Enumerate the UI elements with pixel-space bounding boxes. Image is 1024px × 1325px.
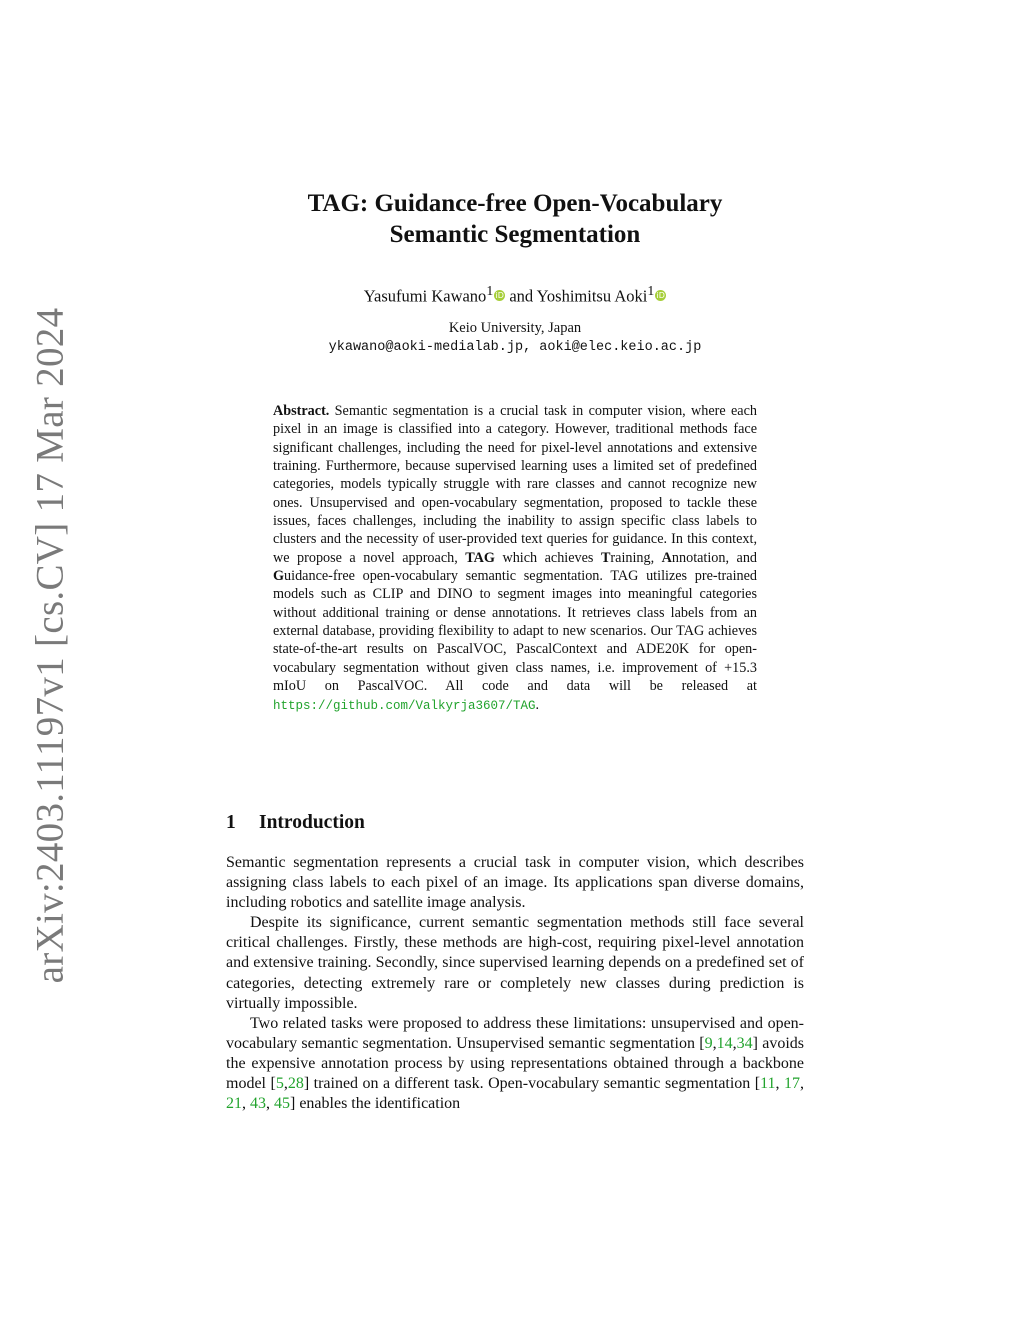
introduction-body (226, 853, 804, 1114)
affiliation: Keio University, Japan (448, 320, 582, 336)
author-emails: ykawano@aoki-medialab.jp, aoki@elec.keio.ac.jp (328, 340, 702, 355)
citation-link[interactable]: 45 (274, 1095, 290, 1113)
abstract-text: . (535, 696, 540, 713)
author-name: Yoshimitsu Aoki (536, 286, 648, 306)
title-line-2: Semantic Segmentation (389, 221, 641, 248)
paper-title (200, 188, 830, 250)
orcid-icon[interactable]: iD (495, 290, 504, 300)
citation-separator: , (775, 1075, 780, 1093)
acronym-letter: A (661, 549, 672, 566)
citation-link[interactable]: 43 (250, 1095, 266, 1113)
citation-separator: , (266, 1095, 270, 1113)
citation-separator: , (283, 1075, 288, 1093)
acronym-letter: T (600, 549, 611, 566)
citation-link[interactable]: 34 (736, 1034, 753, 1052)
citation-separator: , (732, 1034, 737, 1052)
affiliation-mark: 1 (486, 283, 494, 298)
acronym-letter: G (273, 568, 285, 585)
author-name: Yasufumi Kawano (363, 286, 487, 306)
paragraph: Semantic segmentation represents a crucial task in computer vision, which describes assigning class labels to each pixel of an image. Its applications span diverse domains, including robotics and satellite image analysis. (226, 854, 804, 912)
abstract-text: nnotation, and (671, 549, 758, 566)
citation-link[interactable]: 14 (716, 1034, 733, 1052)
arxiv-watermark (28, 307, 72, 983)
abstract-label: Abstract. (273, 403, 330, 419)
abstract-text: uidance-free open-vocabulary semantic segmentation. TAG utilizes pre-trained models such as CLIP and DINO to segment images into meaningful categories without additional training or dense annotations. It retrieves class labels from an external database, providing flexibility to adapt to new scenarios. Our TAG achieves state-of-the-art results on PascalVOC, PascalContext and ADE20K for open-vocabulary segmentation without given class names, i.e. improvement of +15.3 mIoU on PascalVOC. All code and data will be released at (273, 568, 757, 695)
paragraph-text: ] avoids the expensive annotation process by using representations obtained through a backbone model [ (226, 1034, 805, 1093)
abstract (273, 402, 757, 715)
orcid-icon[interactable]: iD (656, 290, 665, 300)
paragraph-text: Two related tasks were proposed to address these limitations: unsupervised and open-vocabulary semantic segmentation. Unsupervised semantic segmentation [ (226, 1014, 804, 1052)
section-title: Introduction (259, 812, 365, 833)
paragraph-text: ] enables the identification (290, 1095, 461, 1113)
section-number: 1 (226, 812, 236, 833)
paragraph: Despite its significance, current semantic segmentation methods still face several critical challenges. Firstly, these methods are high-cost, requiring pixel-level annotation and extensive training. Secondly, since supervised learning depends on a predefined set of categories, detecting extremely rare or completely new classes during prediction is virtually impossible. (226, 914, 804, 1012)
abstract-text: Semantic segmentation is a crucial task in computer vision, where each pixel in an image is classified into a category. However, traditional methods face significant challenges, including the need for pixel-level annotations and extensive training. Furthermore, because supervised learning uses a limited set of predefined categories, models typically struggle with rare classes and cannot recognize new ones. Unsupervised and open-vocabulary segmentation, proposed to tackle these issues, faces challenges, including the inability to assign specific class labels to clusters and the necessity of user-provided text queries for guidance. In this context, we propose a novel approach, (273, 403, 757, 566)
citation-link[interactable]: 17 (784, 1075, 801, 1093)
citation-link[interactable]: 21 (226, 1095, 242, 1113)
abstract-text: raining, (610, 549, 662, 566)
arxiv-id: arXiv:2403.11197v1 [cs.CV] 17 Mar 2024 (28, 307, 72, 983)
method-name: TAG (465, 549, 495, 566)
citation-link[interactable]: 9 (704, 1034, 713, 1052)
author-list (200, 283, 830, 307)
citation-link[interactable]: 5 (275, 1075, 284, 1093)
affiliation-mark: 1 (647, 283, 655, 298)
citation-link[interactable]: 11 (760, 1075, 776, 1093)
citation-separator: , (800, 1075, 805, 1093)
paragraph (226, 1014, 804, 1114)
paragraph-text: ] trained on a different task. Open-vocabulary semantic segmentation [ (303, 1075, 761, 1093)
title-line-1: TAG: Guidance-free Open-Vocabulary (307, 190, 723, 217)
code-link[interactable]: https://github.com/Valkyrja3607/TAG (273, 698, 536, 713)
citation-link[interactable]: 28 (287, 1075, 304, 1093)
section-heading (226, 812, 365, 834)
citation-separator: , (242, 1095, 246, 1113)
author-separator: and (505, 286, 537, 306)
citation-separator: , (712, 1034, 717, 1052)
abstract-text: which achieves (494, 549, 601, 566)
